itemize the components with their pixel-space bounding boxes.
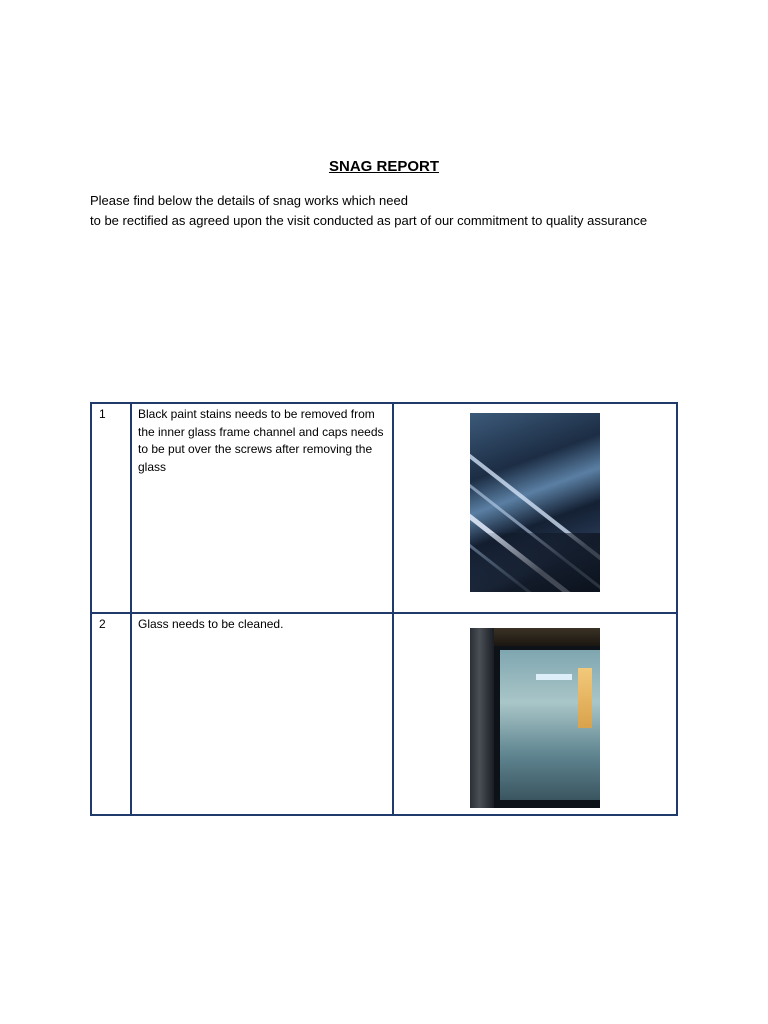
snag-description: Black paint stains needs to be removed from the inner glass frame channel and caps needs to be put over the screws after removing the glass <box>138 407 384 474</box>
table-row <box>91 613 677 815</box>
snag-photo-cell <box>393 403 677 613</box>
dirty-glass-window-photo <box>470 628 600 808</box>
table-row <box>91 403 677 613</box>
snag-number: 1 <box>99 407 106 421</box>
glass-frame-channel-photo <box>470 413 600 592</box>
snag-table <box>90 402 678 816</box>
snag-photo-cell <box>393 613 677 815</box>
snag-description-cell <box>131 403 393 613</box>
snag-description: Glass needs to be cleaned. <box>138 617 284 631</box>
snag-description-cell <box>131 613 393 815</box>
snag-number: 2 <box>99 617 106 631</box>
intro-paragraph <box>90 191 730 231</box>
snag-number-cell <box>91 613 131 815</box>
snag-number-cell <box>91 403 131 613</box>
report-title: SNAG REPORT <box>328 158 439 175</box>
intro-line-2: to be rectified as agreed upon the visit conducted as part of our commitment to quality assurance <box>90 213 648 228</box>
intro-line-1: Please find below the details of snag works which need <box>90 193 408 208</box>
